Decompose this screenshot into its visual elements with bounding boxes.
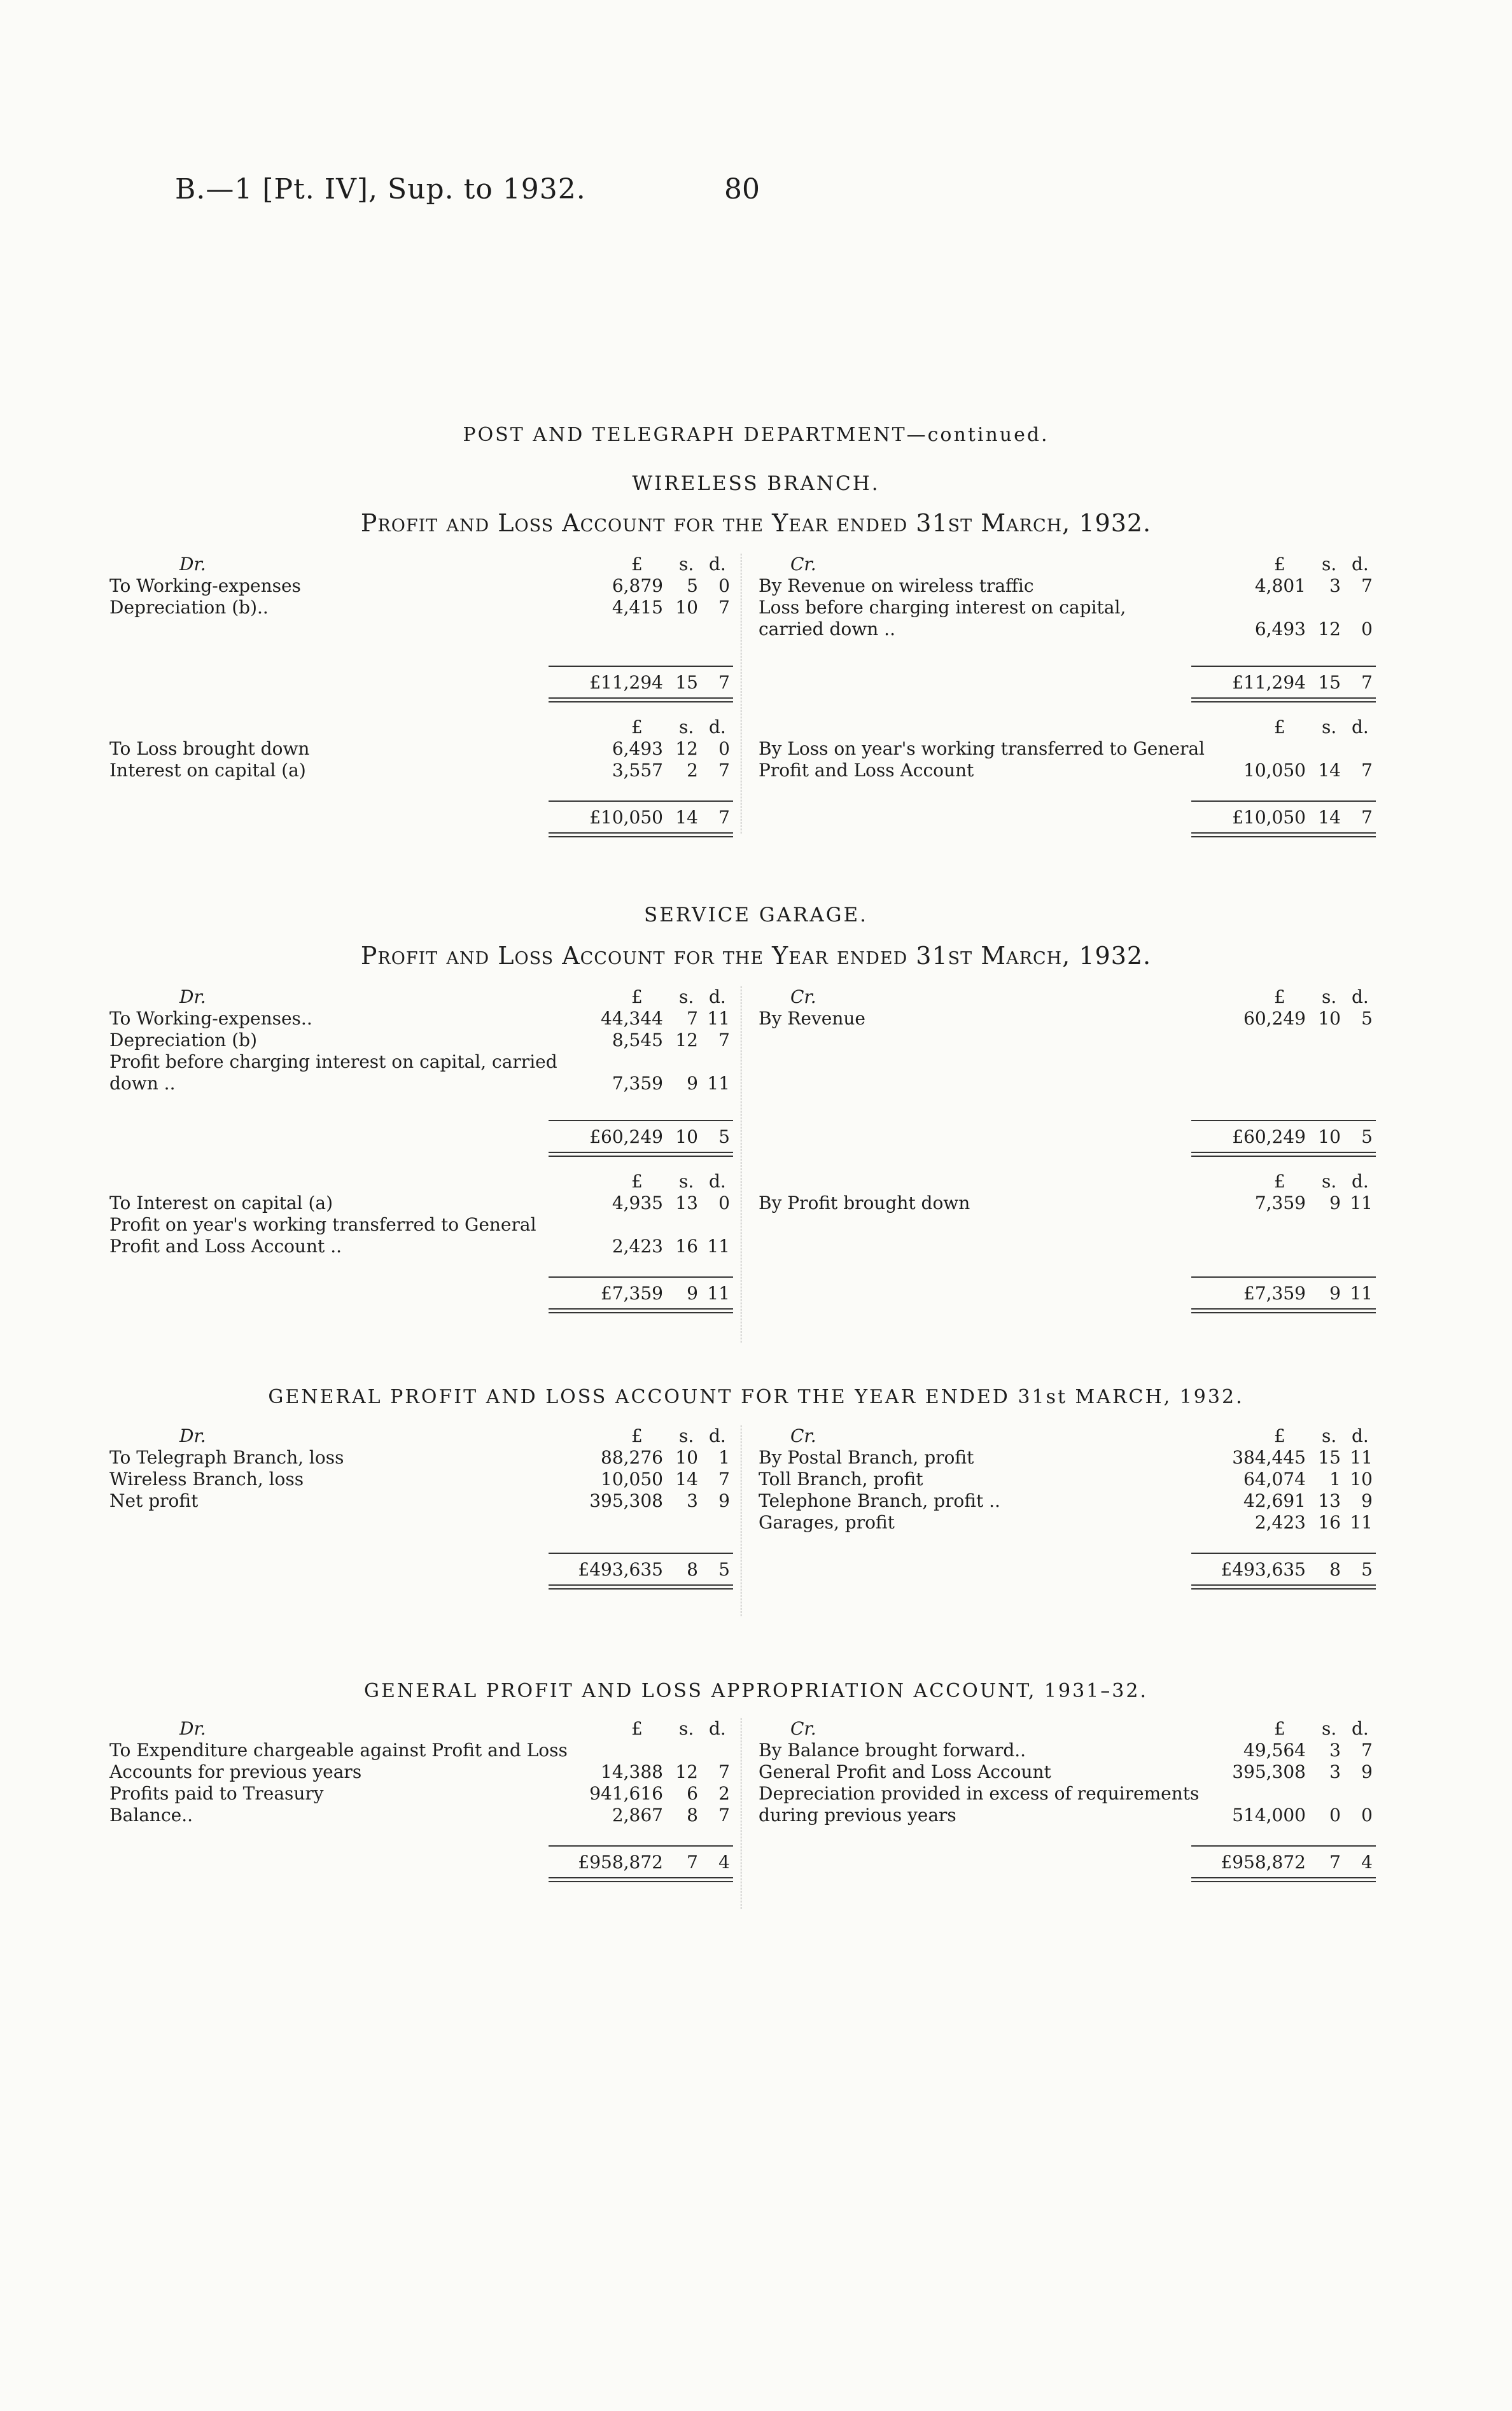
general-credit-double-rule xyxy=(1191,1584,1376,1590)
garage-debit-side xyxy=(109,986,736,1343)
wireless-credit2-row xyxy=(746,760,1382,781)
wireless-debit-2-total-pence: 7 xyxy=(718,807,730,828)
wireless-debit-side xyxy=(109,554,736,834)
garage-credit-row xyxy=(746,1008,1382,1030)
wireless-credit-pounds: 6,493 xyxy=(1254,618,1306,639)
wireless-debit-lsd-pound-sign: £ xyxy=(631,554,643,575)
garage-debit-shillings: 12 xyxy=(675,1030,698,1051)
garage-credit2-desc: By Profit brought down xyxy=(759,1192,970,1213)
general-credit-lsd-pound-sign: £ xyxy=(1274,1425,1285,1446)
general-credit-shillings: 13 xyxy=(1318,1490,1341,1511)
general-debit-total-pounds: £493,635 xyxy=(578,1559,663,1580)
wireless-credit-2-double-rule xyxy=(1191,832,1376,837)
appropriation-credit-row xyxy=(746,1805,1382,1826)
general-title: GENERAL PROFIT AND LOSS ACCOUNT FOR THE YEAR ENDED 31st MARCH, 1932. xyxy=(268,1386,1244,1408)
general-credit-pence: 9 xyxy=(1361,1490,1373,1511)
appropriation-credit-lsd-pound-sign: £ xyxy=(1274,1718,1285,1739)
wireless-credit-pounds: 4,801 xyxy=(1254,575,1306,596)
appropriation-debit-shillings: 12 xyxy=(675,1761,698,1782)
general-debit-pounds: 10,050 xyxy=(601,1469,663,1490)
wireless-debit-pence: 0 xyxy=(718,575,730,596)
wireless-debit2-shillings: 12 xyxy=(675,738,698,759)
general-debit-pounds: 395,308 xyxy=(589,1490,663,1511)
wireless-debit-1-double-rule xyxy=(549,697,733,702)
wireless-debit-lsd-d-label: d. xyxy=(709,554,726,575)
wireless-credit-lsd-d-label: d. xyxy=(1352,554,1369,575)
appropriation-debit-total-shillings: 7 xyxy=(687,1852,698,1873)
appropriation-credit-pounds: 395,308 xyxy=(1232,1761,1306,1782)
garage-credit-side xyxy=(746,986,1382,1343)
garage-credit-1-rule xyxy=(1191,1120,1376,1121)
wireless-credit-row xyxy=(746,618,1382,640)
garage-debit-1-total-shillings: 10 xyxy=(675,1126,698,1147)
wireless-debit-lsd-s-label: s. xyxy=(679,554,694,575)
wireless-credit-desc: carried down .. xyxy=(759,618,895,639)
garage-debit-1-rule xyxy=(549,1120,733,1121)
garage-cr-label: Cr. xyxy=(790,986,816,1007)
wireless-debit-shillings: 5 xyxy=(687,575,698,596)
garage-debit-lsd-d-label: d. xyxy=(709,986,726,1007)
garage-credit-pence: 5 xyxy=(1361,1008,1373,1029)
general-debit-row xyxy=(109,1469,736,1490)
general-debit-pence: 9 xyxy=(718,1490,730,1511)
general-cr-label: Cr. xyxy=(790,1425,816,1446)
general-debit-desc: To Telegraph Branch, loss xyxy=(109,1447,344,1468)
general-debit-total-pence: 5 xyxy=(718,1559,730,1580)
appropriation-debit-row xyxy=(109,1761,736,1783)
general-credit-row xyxy=(746,1512,1382,1534)
garage-debit-pence: 7 xyxy=(718,1030,730,1051)
general-debit-lsd-pound-sign: £ xyxy=(631,1425,643,1446)
wireless-credit-2-rule xyxy=(1191,800,1376,802)
garage-credit2-shillings: 9 xyxy=(1329,1192,1341,1213)
wireless-credit-lsd-pound-sign: £ xyxy=(1274,554,1285,575)
general-credit-rule xyxy=(1191,1553,1376,1554)
garage-debit-row xyxy=(109,1073,736,1094)
wireless-debit-row xyxy=(109,575,736,597)
garage-credit-2-total-shillings: 9 xyxy=(1329,1283,1341,1304)
general-dr-label: Dr. xyxy=(179,1425,206,1446)
general-credit-pence: 11 xyxy=(1350,1447,1373,1468)
wireless-debit-pounds: 6,879 xyxy=(612,575,663,596)
garage-debit2-row xyxy=(109,1236,736,1257)
wireless-credit-shillings: 3 xyxy=(1329,575,1341,596)
wireless-credit-lsd2-d-label: d. xyxy=(1352,716,1369,737)
appropriation-debit-desc: Profits paid to Treasury xyxy=(109,1783,324,1804)
garage-credit-2-total-row xyxy=(746,1283,1382,1304)
wireless-credit-lsd2-pound-sign: £ xyxy=(1274,716,1285,737)
wireless-debit-pounds: 4,415 xyxy=(612,597,663,618)
wireless-credit-row xyxy=(746,597,1382,618)
garage-credit-lsd-d-label: d. xyxy=(1352,986,1369,1007)
wireless-credit-pence: 0 xyxy=(1361,618,1373,639)
general-debit-row xyxy=(109,1447,736,1469)
appropriation-debit-row xyxy=(109,1783,736,1805)
general-credit-lsd-s-label: s. xyxy=(1322,1425,1337,1446)
garage-debit-1-double-rule xyxy=(549,1152,733,1157)
garage-credit2-pounds: 7,359 xyxy=(1254,1192,1306,1213)
appropriation-debit-shillings: 8 xyxy=(687,1805,698,1826)
wireless-debit2-row xyxy=(109,738,736,760)
garage-debit-lsd2-d-label: d. xyxy=(709,1171,726,1192)
garage-debit-row xyxy=(109,1008,736,1030)
wireless-debit2-row xyxy=(109,760,736,781)
garage-credit-pounds: 60,249 xyxy=(1243,1008,1306,1029)
appropriation-debit-row xyxy=(109,1805,736,1826)
garage-debit-row xyxy=(109,1051,736,1073)
general-debit-total-shillings: 8 xyxy=(687,1559,698,1580)
wireless-debit-2-total-shillings: 14 xyxy=(675,807,698,828)
wireless-credit2-pounds: 10,050 xyxy=(1243,760,1306,781)
appropriation-credit-rule xyxy=(1191,1845,1376,1847)
garage-debit-pounds: 8,545 xyxy=(612,1030,663,1051)
garage-debit2-row xyxy=(109,1214,736,1236)
appropriation-debit-shillings: 6 xyxy=(687,1783,698,1804)
garage-credit2-row xyxy=(746,1192,1382,1214)
wireless-debit-lsd2-d-label: d. xyxy=(709,716,726,737)
appropriation-debit-pence: 2 xyxy=(718,1783,730,1804)
header-ref: B.—1 [Pt. IV], Sup. to 1932. xyxy=(175,173,586,206)
wireless-debit-2-total-row xyxy=(109,807,736,828)
wireless-debit2-pence: 7 xyxy=(718,760,730,781)
wireless-credit2-desc: Profit and Loss Account xyxy=(759,760,974,781)
general-credit-pounds: 64,074 xyxy=(1243,1469,1306,1490)
general-credit-side xyxy=(746,1425,1382,1616)
appropriation-credit-row xyxy=(746,1740,1382,1761)
garage-credit-lsd2-s-label: s. xyxy=(1322,1171,1337,1192)
general-credit-total-pounds: £493,635 xyxy=(1221,1559,1306,1580)
appropriation-credit-total-row xyxy=(746,1852,1382,1873)
garage-debit-2-total-pounds: £7,359 xyxy=(601,1283,663,1304)
garage-credit-1-total-pence: 5 xyxy=(1361,1126,1373,1147)
garage-debit-lsd-pound-sign: £ xyxy=(631,986,643,1007)
garage-debit-1-total-pence: 5 xyxy=(718,1126,730,1147)
wireless-credit-2-total-pence: 7 xyxy=(1361,807,1373,828)
general-credit-desc: Telephone Branch, profit .. xyxy=(759,1490,1000,1511)
appropriation-credit-side xyxy=(746,1718,1382,1909)
garage-debit2-shillings: 13 xyxy=(675,1192,698,1213)
garage-credit-2-total-pence: 11 xyxy=(1350,1283,1373,1304)
appropriation-credit-pounds: 514,000 xyxy=(1232,1805,1306,1826)
garage-debit-shillings: 9 xyxy=(687,1073,698,1094)
appropriation-credit-pence: 7 xyxy=(1361,1740,1373,1761)
general-debit-rule xyxy=(549,1553,733,1554)
wireless-credit-shillings: 12 xyxy=(1318,618,1341,639)
garage-debit2-row xyxy=(109,1192,736,1214)
general-credit-total-row xyxy=(746,1559,1382,1581)
general-debit-total-row xyxy=(109,1559,736,1581)
appropriation-credit-lsd-s-label: s. xyxy=(1322,1718,1337,1739)
appropriation-debit-total-pence: 4 xyxy=(718,1852,730,1873)
wireless-debit2-pence: 0 xyxy=(718,738,730,759)
wireless-credit-1-total-pounds: £11,294 xyxy=(1232,672,1306,693)
general-account xyxy=(109,1425,1382,1616)
garage-debit-pence: 11 xyxy=(707,1073,730,1094)
garage-credit-shillings: 10 xyxy=(1318,1008,1341,1029)
wireless-debit-2-rule xyxy=(549,800,733,802)
general-credit-pence: 11 xyxy=(1350,1512,1373,1533)
general-credit-lsd-d-label: d. xyxy=(1352,1425,1369,1446)
garage-debit-pounds: 7,359 xyxy=(612,1073,663,1094)
garage-credit-lsd2-pound-sign: £ xyxy=(1274,1171,1285,1192)
wireless-debit-lsd2-s-label: s. xyxy=(679,716,694,737)
wireless-debit-1-total-row xyxy=(109,672,736,694)
wireless-credit-1-double-rule xyxy=(1191,697,1376,702)
appropriation-credit-desc: Depreciation provided in excess of requirements xyxy=(759,1783,1200,1804)
garage-debit2-desc: Profit and Loss Account .. xyxy=(109,1236,342,1257)
general-debit-pounds: 88,276 xyxy=(601,1447,663,1468)
general-credit-shillings: 15 xyxy=(1318,1447,1341,1468)
wireless-account-title: Profit and Loss Account for the Year ended 31st March, 1932. xyxy=(360,509,1152,537)
wireless-credit-row xyxy=(746,575,1382,597)
garage-account-title: Profit and Loss Account for the Year ended 31st March, 1932. xyxy=(360,942,1152,970)
general-credit-shillings: 1 xyxy=(1329,1469,1341,1490)
garage-credit-2-total-pounds: £7,359 xyxy=(1243,1283,1306,1304)
appropriation-credit-lsd-d-label: d. xyxy=(1352,1718,1369,1739)
wireless-debit2-pounds: 3,557 xyxy=(612,760,663,781)
wireless-credit-desc: By Revenue on wireless traffic xyxy=(759,575,1034,596)
garage-debit-lsd-s-label: s. xyxy=(679,986,694,1007)
appropriation-credit-pence: 0 xyxy=(1361,1805,1373,1826)
wireless-credit-2-total-row xyxy=(746,807,1382,828)
appropriation-debit-desc: Accounts for previous years xyxy=(109,1761,362,1782)
wireless-credit-desc: Loss before charging interest on capital, xyxy=(759,597,1126,618)
garage-debit-row xyxy=(109,1030,736,1051)
garage-credit-desc: By Revenue xyxy=(759,1008,865,1029)
appropriation-debit-pence: 7 xyxy=(718,1761,730,1782)
wireless-debit-1-total-pence: 7 xyxy=(718,672,730,693)
general-debit-double-rule xyxy=(549,1584,733,1590)
garage-credit-lsd2-d-label: d. xyxy=(1352,1171,1369,1192)
appropriation-debit-pounds: 941,616 xyxy=(589,1783,663,1804)
garage-credit-2-double-rule xyxy=(1191,1308,1376,1313)
appropriation-dr-label: Dr. xyxy=(179,1718,206,1739)
garage-debit-2-total-pence: 11 xyxy=(707,1283,730,1304)
wireless-debit-pence: 7 xyxy=(718,597,730,618)
garage-debit2-desc: Profit on year's working transferred to General xyxy=(109,1214,536,1235)
wireless-credit-1-rule xyxy=(1191,666,1376,667)
garage-debit2-pounds: 2,423 xyxy=(612,1236,663,1257)
general-credit-pence: 10 xyxy=(1350,1469,1373,1490)
garage-credit-lsd-pound-sign: £ xyxy=(1274,986,1285,1007)
general-credit-pounds: 384,445 xyxy=(1232,1447,1306,1468)
wireless-credit-1-total-pence: 7 xyxy=(1361,672,1373,693)
garage-debit-desc: To Working-expenses.. xyxy=(109,1008,312,1029)
wireless-credit2-row xyxy=(746,738,1382,760)
garage-debit-lsd2-s-label: s. xyxy=(679,1171,694,1192)
garage-debit2-shillings: 16 xyxy=(675,1236,698,1257)
general-debit-pence: 1 xyxy=(718,1447,730,1468)
wireless-credit-2-total-shillings: 14 xyxy=(1318,807,1341,828)
wireless-debit-1-rule xyxy=(549,666,733,667)
wireless-account xyxy=(109,554,1382,834)
wireless-credit-1-total-row xyxy=(746,672,1382,694)
general-debit-row xyxy=(109,1490,736,1512)
appropriation-debit-double-rule xyxy=(549,1877,733,1882)
appropriation-credit-row xyxy=(746,1783,1382,1805)
dept-title: POST AND TELEGRAPH DEPARTMENT—continued. xyxy=(463,424,1049,446)
garage-debit-pence: 11 xyxy=(707,1008,730,1029)
appropriation-debit-total-pounds: £958,872 xyxy=(578,1852,663,1873)
appropriation-credit-shillings: 0 xyxy=(1329,1805,1341,1826)
general-credit-total-shillings: 8 xyxy=(1329,1559,1341,1580)
garage-credit-1-double-rule xyxy=(1191,1152,1376,1157)
general-debit-desc: Net profit xyxy=(109,1490,199,1511)
wireless-credit-2-total-pounds: £10,050 xyxy=(1232,807,1306,828)
appropriation-credit-total-shillings: 7 xyxy=(1329,1852,1341,1873)
appropriation-debit-desc: To Expenditure chargeable against Profit and Loss xyxy=(109,1740,568,1761)
wireless-credit2-desc: By Loss on year's working transferred to General xyxy=(759,738,1205,759)
garage-credit-lsd-s-label: s. xyxy=(1322,986,1337,1007)
appropriation-debit-rule xyxy=(549,1845,733,1847)
appropriation-debit-lsd-d-label: d. xyxy=(709,1718,726,1739)
garage-credit-1-total-row xyxy=(746,1126,1382,1148)
page-number: 80 xyxy=(724,173,760,206)
wireless-credit-pence: 7 xyxy=(1361,575,1373,596)
appropriation-credit-desc: General Profit and Loss Account xyxy=(759,1761,1051,1782)
appropriation-debit-pounds: 14,388 xyxy=(601,1761,663,1782)
general-credit-desc: Toll Branch, profit xyxy=(759,1469,923,1490)
garage-credit2-pence: 11 xyxy=(1350,1192,1373,1213)
appropriation-credit-desc: during previous years xyxy=(759,1805,956,1826)
wireless-debit-desc: To Working-expenses xyxy=(109,575,301,596)
appropriation-credit-desc: By Balance brought forward.. xyxy=(759,1740,1026,1761)
general-credit-pounds: 42,691 xyxy=(1243,1490,1306,1511)
appropriation-title: GENERAL PROFIT AND LOSS APPROPRIATION ACCOUNT, 1931–32. xyxy=(364,1680,1148,1702)
wireless-debit2-pounds: 6,493 xyxy=(612,738,663,759)
garage-debit-desc: Profit before charging interest on capital, carried xyxy=(109,1051,557,1072)
garage-debit-desc: down .. xyxy=(109,1073,176,1094)
wireless-debit2-desc: To Loss brought down xyxy=(109,738,310,759)
general-credit-desc: By Postal Branch, profit xyxy=(759,1447,974,1468)
wireless-credit-side xyxy=(746,554,1382,834)
garage-debit-shillings: 7 xyxy=(687,1008,698,1029)
general-credit-row xyxy=(746,1469,1382,1490)
appropriation-account xyxy=(109,1718,1382,1909)
garage-account xyxy=(109,986,1382,1343)
general-debit-lsd-d-label: d. xyxy=(709,1425,726,1446)
wireless-dr-label: Dr. xyxy=(179,554,206,575)
appropriation-debit-total-row xyxy=(109,1852,736,1873)
general-credit-pounds: 2,423 xyxy=(1254,1512,1306,1533)
wireless-debit-shillings: 10 xyxy=(675,597,698,618)
appropriation-debit-lsd-pound-sign: £ xyxy=(631,1718,643,1739)
general-credit-row xyxy=(746,1490,1382,1512)
garage-debit-pounds: 44,344 xyxy=(601,1008,663,1029)
appropriation-debit-pounds: 2,867 xyxy=(612,1805,663,1826)
garage-debit-2-rule xyxy=(549,1276,733,1278)
wireless-credit-lsd2-s-label: s. xyxy=(1322,716,1337,737)
garage-credit-1-total-pounds: £60,249 xyxy=(1232,1126,1306,1147)
wireless-debit-lsd2-pound-sign: £ xyxy=(631,716,643,737)
appropriation-cr-label: Cr. xyxy=(790,1718,816,1739)
appropriation-credit-double-rule xyxy=(1191,1877,1376,1882)
appropriation-debit-lsd-s-label: s. xyxy=(679,1718,694,1739)
general-credit-shillings: 16 xyxy=(1318,1512,1341,1533)
wireless-debit-row xyxy=(109,597,736,618)
garage-debit2-pence: 11 xyxy=(707,1236,730,1257)
appropriation-credit-pence: 9 xyxy=(1361,1761,1373,1782)
wireless-credit2-shillings: 14 xyxy=(1318,760,1341,781)
wireless-title: WIRELESS BRANCH. xyxy=(632,472,880,495)
general-debit-shillings: 10 xyxy=(675,1447,698,1468)
general-credit-row xyxy=(746,1447,1382,1469)
wireless-debit-desc: Depreciation (b).. xyxy=(109,597,269,618)
general-debit-desc: Wireless Branch, loss xyxy=(109,1469,304,1490)
appropriation-credit-row xyxy=(746,1761,1382,1783)
general-debit-shillings: 14 xyxy=(675,1469,698,1490)
garage-debit2-pence: 0 xyxy=(718,1192,730,1213)
garage-debit-desc: Depreciation (b) xyxy=(109,1030,257,1051)
wireless-credit-1-total-shillings: 15 xyxy=(1318,672,1341,693)
garage-credit-2-rule xyxy=(1191,1276,1376,1278)
wireless-cr-label: Cr. xyxy=(790,554,816,575)
wireless-debit-2-total-pounds: £10,050 xyxy=(589,807,663,828)
general-debit-lsd-s-label: s. xyxy=(679,1425,694,1446)
appropriation-credit-total-pence: 4 xyxy=(1361,1852,1373,1873)
garage-debit-1-total-row xyxy=(109,1126,736,1148)
general-debit-shillings: 3 xyxy=(687,1490,698,1511)
appropriation-debit-pence: 7 xyxy=(718,1805,730,1826)
general-credit-desc: Garages, profit xyxy=(759,1512,895,1533)
wireless-debit-1-total-pounds: £11,294 xyxy=(589,672,663,693)
wireless-debit2-shillings: 2 xyxy=(687,760,698,781)
appropriation-credit-pounds: 49,564 xyxy=(1243,1740,1306,1761)
garage-debit2-desc: To Interest on capital (a) xyxy=(109,1192,333,1213)
appropriation-credit-shillings: 3 xyxy=(1329,1740,1341,1761)
garage-debit-2-total-row xyxy=(109,1283,736,1304)
garage-debit2-pounds: 4,935 xyxy=(612,1192,663,1213)
general-debit-pence: 7 xyxy=(718,1469,730,1490)
wireless-credit2-pence: 7 xyxy=(1361,760,1373,781)
garage-debit-2-total-shillings: 9 xyxy=(687,1283,698,1304)
wireless-debit-1-total-shillings: 15 xyxy=(675,672,698,693)
garage-dr-label: Dr. xyxy=(179,986,206,1007)
appropriation-debit-desc: Balance.. xyxy=(109,1805,193,1826)
garage-debit-lsd2-pound-sign: £ xyxy=(631,1171,643,1192)
general-credit-total-pence: 5 xyxy=(1361,1559,1373,1580)
appropriation-credit-total-pounds: £958,872 xyxy=(1221,1852,1306,1873)
garage-title: SERVICE GARAGE. xyxy=(643,904,869,926)
wireless-debit-2-double-rule xyxy=(549,832,733,837)
appropriation-debit-row xyxy=(109,1740,736,1761)
wireless-debit2-desc: Interest on capital (a) xyxy=(109,760,306,781)
appropriation-debit-side xyxy=(109,1718,736,1909)
garage-debit-2-double-rule xyxy=(549,1308,733,1313)
general-debit-side xyxy=(109,1425,736,1616)
garage-credit-1-total-shillings: 10 xyxy=(1318,1126,1341,1147)
appropriation-credit-shillings: 3 xyxy=(1329,1761,1341,1782)
wireless-credit-lsd-s-label: s. xyxy=(1322,554,1337,575)
garage-debit-1-total-pounds: £60,249 xyxy=(589,1126,663,1147)
